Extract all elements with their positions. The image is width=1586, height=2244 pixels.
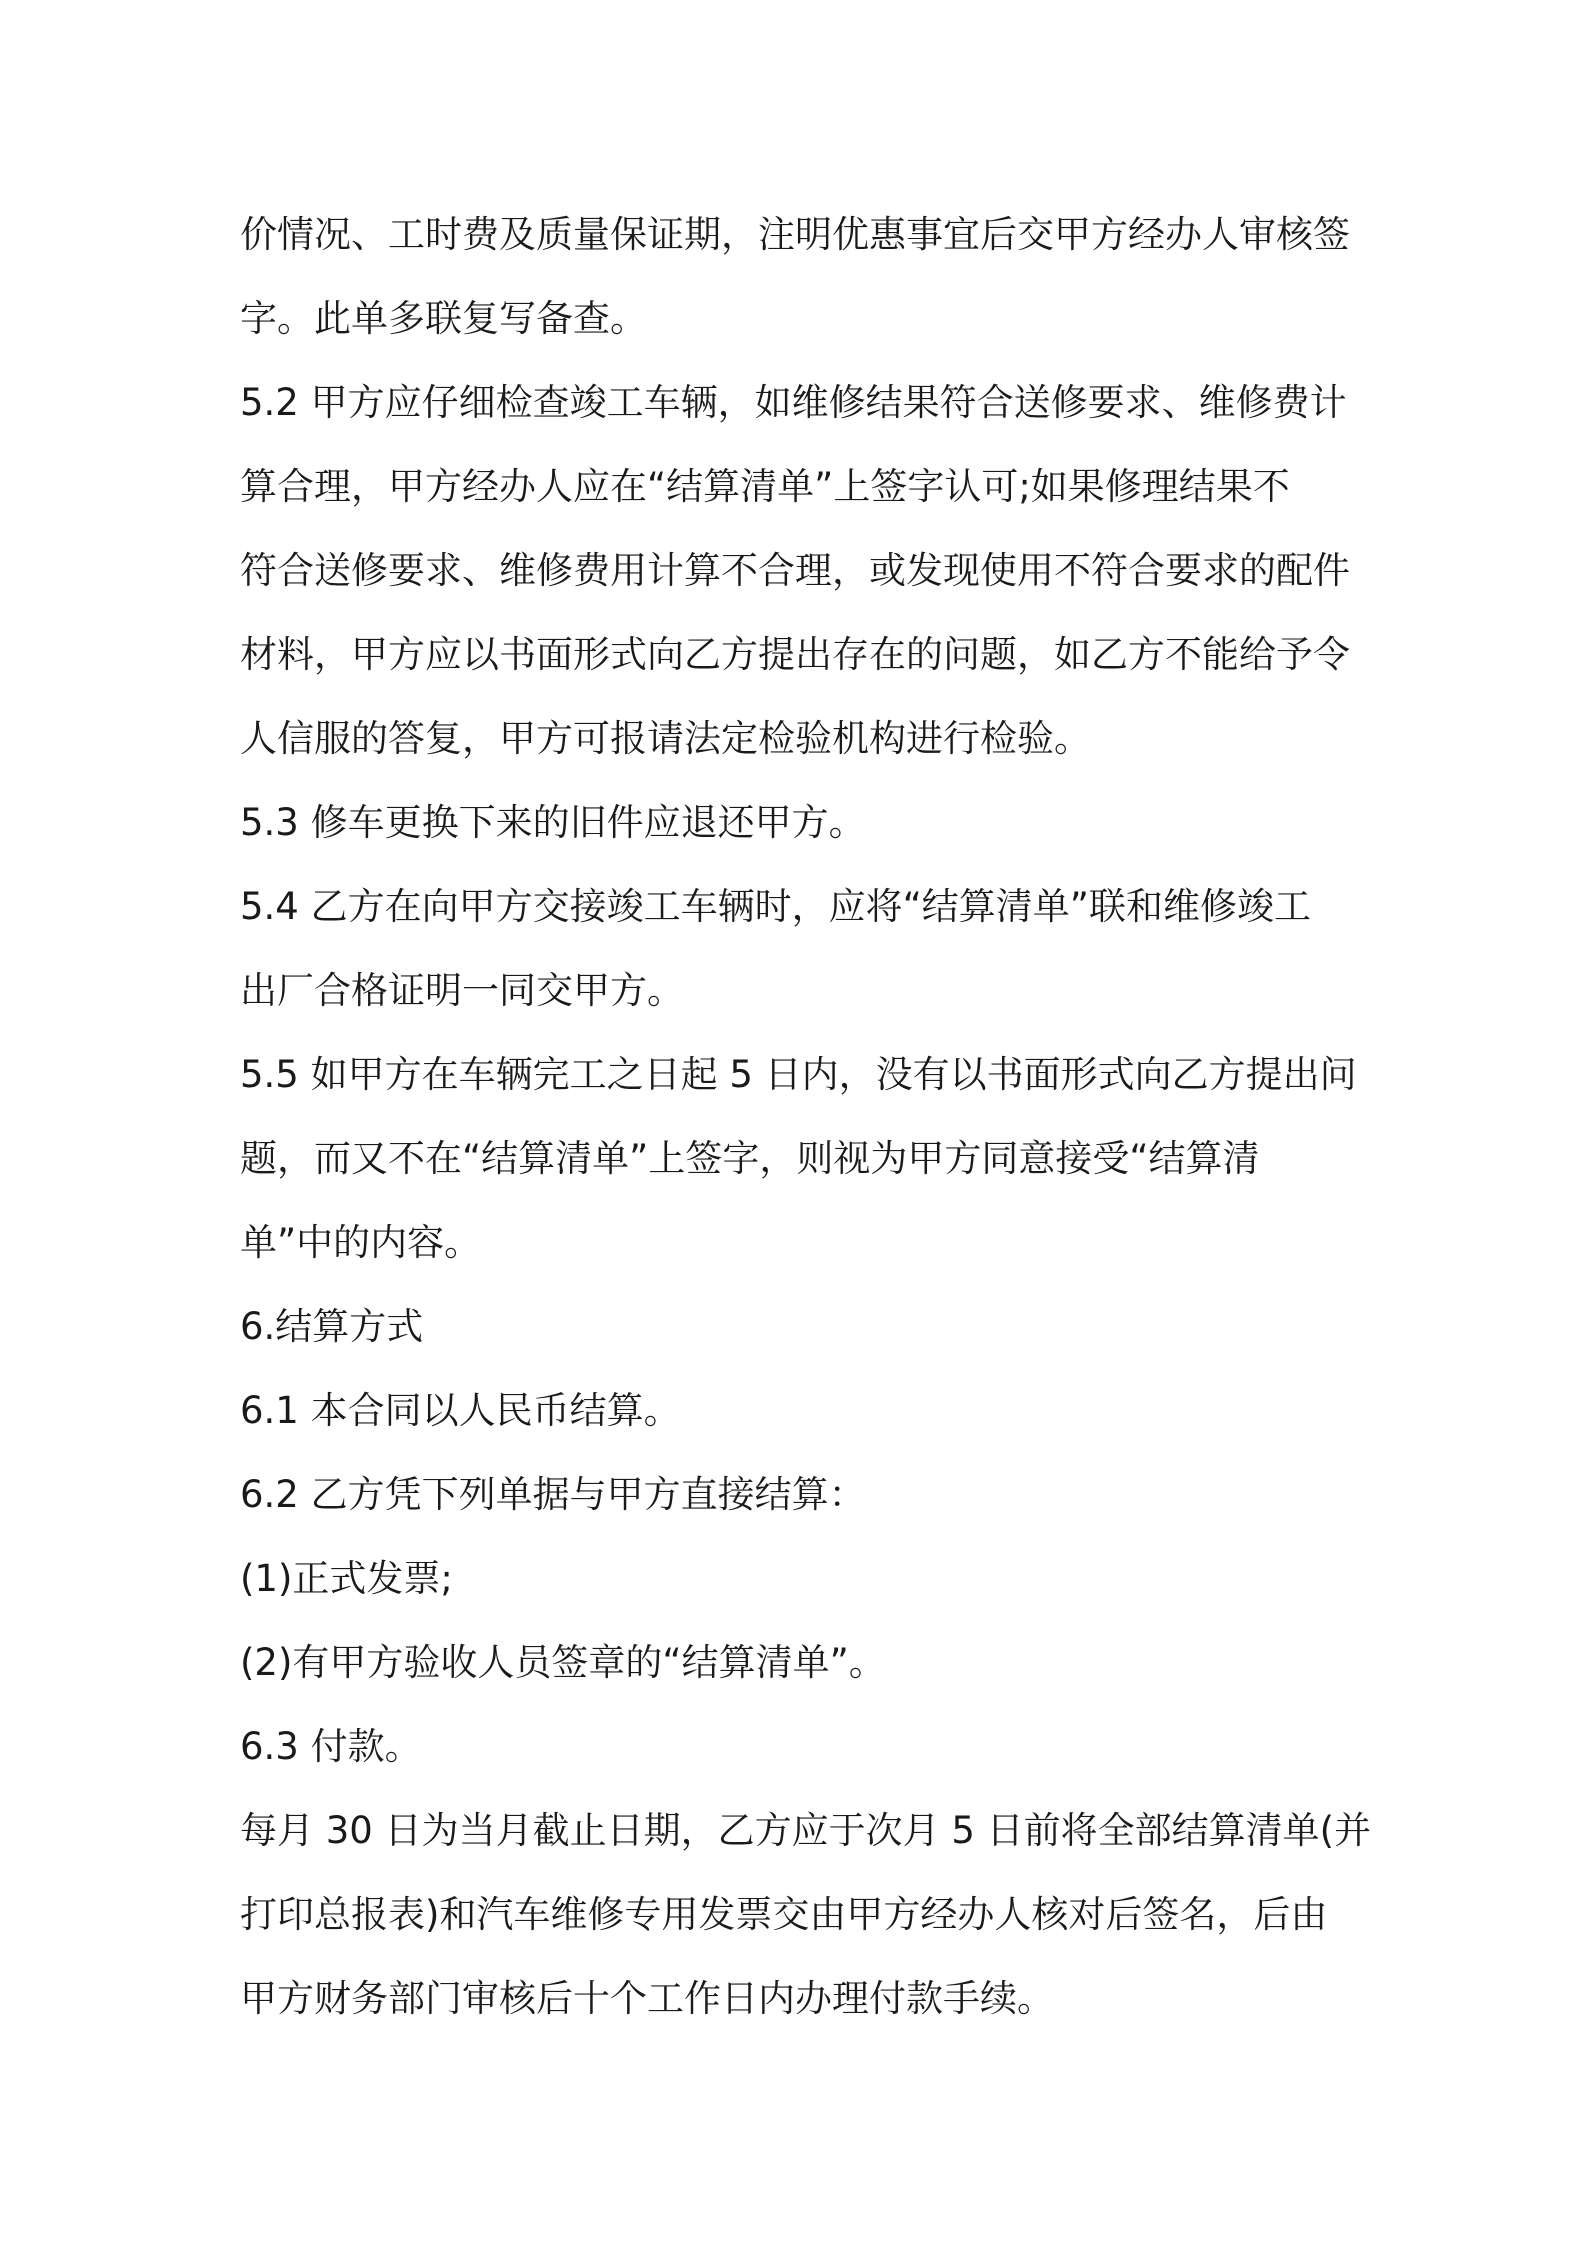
text-line: 字。此单多联复写备查。 <box>240 297 647 340</box>
text-line: 打印总报表)和汽车维修专用发票交由甲方经办人核对后签名，后由 <box>240 1893 1328 1936</box>
list-item: (1)正式发票; <box>240 1557 453 1600</box>
text-line: 5.5 如甲方在车辆完工之日起 5 日内，没有以书面形式向乙方提出问 <box>240 1053 1357 1096</box>
list-item: (2)有甲方验收人员签章的“结算清单”。 <box>240 1641 886 1684</box>
text-line: 甲方财务部门审核后十个工作日内办理付款手续。 <box>240 1977 1054 2020</box>
text-line: 每月 30 日为当月截止日期，乙方应于次月 5 日前将全部结算清单(并 <box>240 1809 1372 1852</box>
text-line: 5.3 修车更换下来的旧件应退还甲方。 <box>240 801 866 844</box>
text-line: 6.3 付款。 <box>240 1725 422 1768</box>
text-line: 算合理，甲方经办人应在“结算清单”上签字认可;如果修理结果不 <box>240 465 1290 508</box>
section-heading: 6.结算方式 <box>240 1305 424 1348</box>
text-line: 6.1 本合同以人民币结算。 <box>240 1389 681 1432</box>
text-line: 题，而又不在“结算清单”上签字，则视为甲方同意接受“结算清 <box>240 1137 1260 1180</box>
text-line: 6.2 乙方凭下列单据与甲方直接结算： <box>240 1473 866 1516</box>
text-line: 符合送修要求、维修费用计算不合理，或发现使用不符合要求的配件 <box>240 549 1350 592</box>
text-line: 5.4 乙方在向甲方交接竣工车辆时，应将“结算清单”联和维修竣工 <box>240 885 1311 928</box>
text-line: 出厂合格证明一同交甲方。 <box>240 969 684 1012</box>
text-line: 材料，甲方应以书面形式向乙方提出存在的问题，如乙方不能给予令 <box>240 633 1350 676</box>
text-line: 单”中的内容。 <box>240 1221 482 1264</box>
text-line: 人信服的答复，甲方可报请法定检验机构进行检验。 <box>240 717 1091 760</box>
text-line: 5.2 甲方应仔细检查竣工车辆，如维修结果符合送修要求、维修费计 <box>240 381 1347 424</box>
document-body <box>240 193 1372 2041</box>
text-line: 价情况、工时费及质量保证期，注明优惠事宜后交甲方经办人审核签 <box>240 213 1350 256</box>
